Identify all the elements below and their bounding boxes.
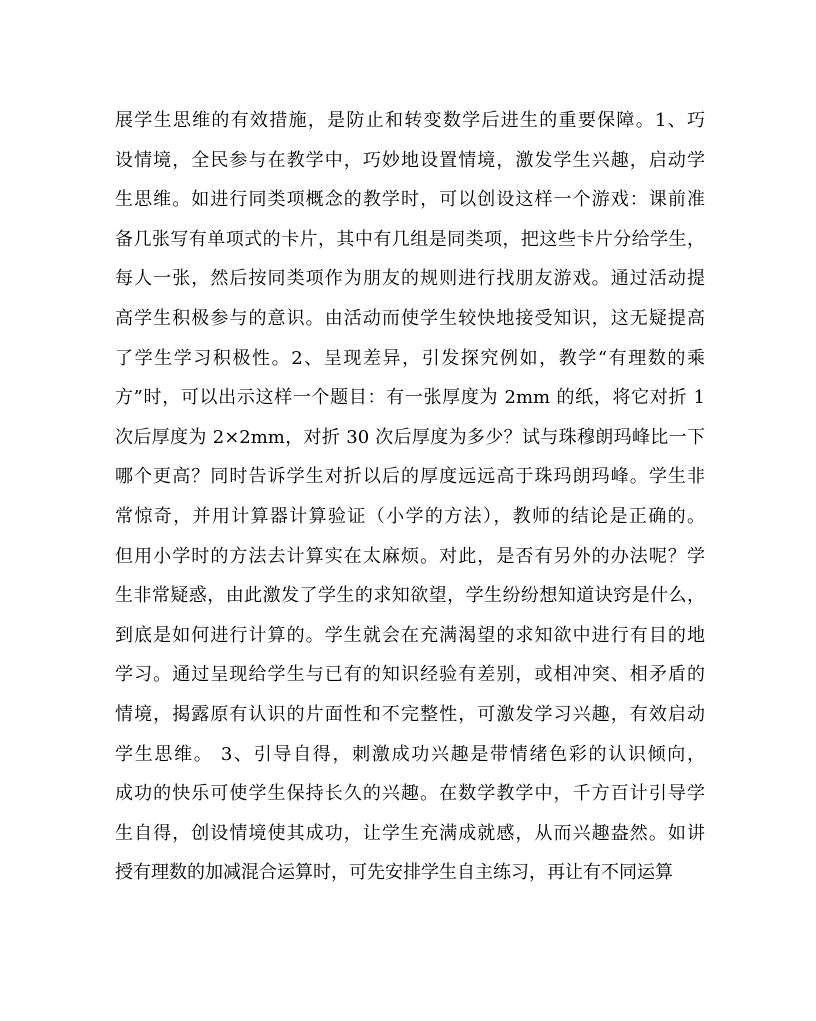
text-line: 授有理数的加减混合运算时，可先安排学生自主练习，再让有不同运算	[115, 862, 673, 884]
text-line: 生非常疑惑，由此激发了学生的求知欲望，学生纷纷想知道诀窍是什么，	[115, 585, 705, 607]
text-line: 常惊奇，并用计算器计算验证（小学的方法），教师的结论是正确的。	[115, 505, 705, 527]
text-line: 了学生学习积极性。2、呈现差异，引发探究例如，教学“有理数的乘	[115, 347, 705, 369]
text-line: 情境，揭露原有认识的片面性和不完整性，可激发学习兴趣，有效启动	[115, 703, 705, 725]
text-line: 但用小学时的方法去计算实在太麻烦。对此，是否有另外的办法呢？学	[115, 545, 705, 567]
text-line: 展学生思维的有效措施，是防止和转变数学后进生的重要保障。1、巧	[115, 110, 705, 131]
body-text	[115, 101, 705, 893]
text-line: 次后厚度为 2×2mm，对折 30 次后厚度为多少？试与珠穆朗玛峰比一下	[115, 426, 705, 448]
text-line: 方”时，可以出示这样一个题目：有一张厚度为 2mm 的纸，将它对折 1	[115, 387, 705, 409]
text-line: 学习。通过呈现给学生与已有的知识经验有差别，或相冲突、相矛盾的	[115, 664, 705, 686]
text-line: 到底是如何进行计算的。学生就会在充满渴望的求知欲中进行有目的地	[115, 624, 705, 646]
text-line: 成功的快乐可使学生保持长久的兴趣。在数学教学中，千方百计引导学	[115, 783, 705, 805]
text-line: 哪个更高？同时告诉学生对折以后的厚度远远高于珠玛朗玛峰。学生非	[115, 466, 705, 488]
text-line: 高学生积极参与的意识。由活动而使学生较快地接受知识，这无疑提高	[115, 307, 705, 329]
text-line: 备几张写有单项式的卡片，其中有几组是同类项，把这些卡片分给学生，	[115, 228, 705, 250]
text-line: 每人一张，然后按同类项作为朋友的规则进行找朋友游戏。通过活动提	[115, 268, 705, 290]
text-line: 设情境，全民参与在教学中，巧妙地设置情境，激发学生兴趣，启动学	[115, 149, 705, 171]
text-line: 生思维。如进行同类项概念的教学时，可以创设这样一个游戏：课前准	[115, 189, 705, 211]
text-line: 生自得，创设情境使其成功，让学生充满成就感，从而兴趣盎然。如讲	[115, 822, 705, 844]
text-line: 学生思维。 3、引导自得，刺激成功兴趣是带情绪色彩的认识倾向，	[115, 743, 705, 765]
